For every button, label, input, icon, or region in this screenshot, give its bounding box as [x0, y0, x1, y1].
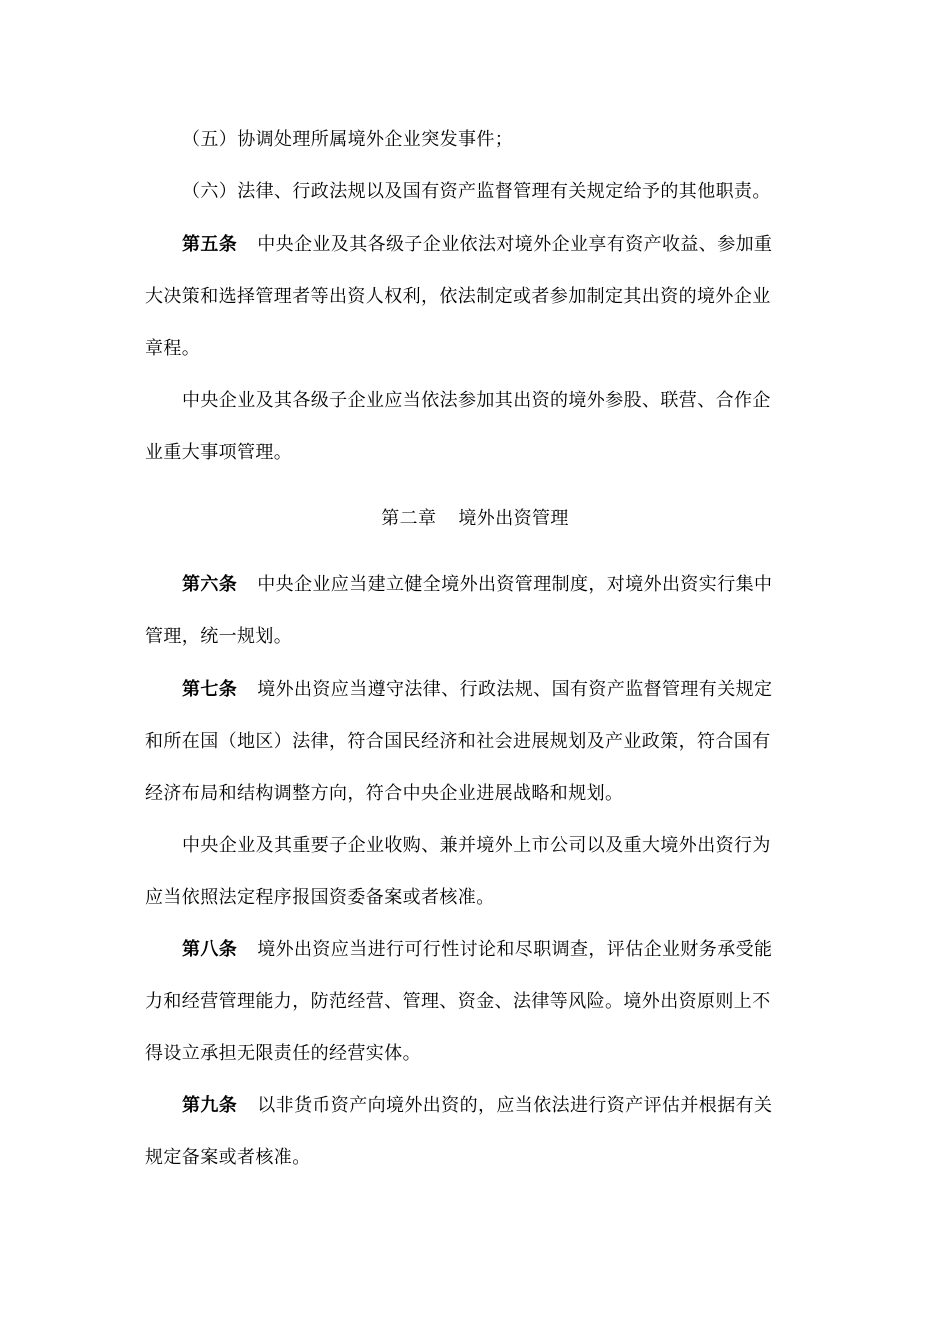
clause-6-text: （六）法律、行政法规以及国有资产监督管理有关规定给予的其他职责。 [182, 181, 771, 202]
article-6-line-2: 管理，统一规划。 [145, 626, 293, 647]
paragraph-3-line-1: 中央企业及其重要子企业收购、兼并境外上市公司以及重大境外出资行为 [182, 835, 771, 856]
article-7-line-1 [182, 677, 772, 703]
article-5-text-1: 中央企业及其各级子企业依法对境外企业享有资产收益、参加重 [257, 234, 773, 255]
paragraph-2-line-1: 中央企业及其各级子企业应当依法参加其出资的境外参股、联营、合作企 [182, 390, 771, 411]
article-8-line-1 [182, 937, 772, 963]
article-8-text-1: 境外出资应当进行可行性讨论和尽职调查，评估企业财务承受能 [257, 939, 773, 960]
article-5-line-3: 章程。 [145, 338, 201, 359]
article-7-title: 第七条 [182, 679, 238, 700]
article-7-line-2: 和所在国（地区）法律，符合国民经济和社会进展规划及产业政策，符合国有 [145, 731, 771, 752]
article-5-line-2: 大决策和选择管理者等出资人权利，依法制定或者参加制定其出资的境外企业 [145, 286, 771, 307]
chapter-heading [0, 506, 950, 532]
article-6-text-1: 中央企业应当建立健全境外出资管理制度，对境外出资实行集中 [257, 574, 773, 595]
article-9-line-1 [182, 1093, 772, 1119]
article-8-line-2: 力和经营管理能力，防范经营、管理、资金、法律等风险。境外出资原则上不 [145, 991, 771, 1012]
article-7-line-3: 经济布局和结构调整方向，符合中央企业进展战略和规划。 [145, 783, 624, 804]
paragraph-3-line-2: 应当依照法定程序报国资委备案或者核准。 [145, 887, 495, 908]
chapter-title: 境外出资管理 [458, 508, 569, 529]
article-5-line-1 [182, 232, 772, 258]
article-7-text-1: 境外出资应当遵守法律、行政法规、国有资产监督管理有关规定 [257, 679, 773, 700]
chapter-number: 第二章 [381, 508, 437, 529]
article-8-line-3: 得设立承担无限责任的经营实体。 [145, 1043, 421, 1064]
article-6-line-1 [182, 572, 772, 598]
article-9-text-1: 以非货币资产向境外出资的，应当依法进行资产评估并根据有关 [257, 1095, 773, 1116]
article-6-title: 第六条 [182, 574, 238, 595]
article-5-title: 第五条 [182, 234, 238, 255]
clause-5-text: （五）协调处理所属境外企业突发事件； [182, 129, 514, 150]
paragraph-2-line-2: 业重大事项管理。 [145, 442, 293, 463]
article-9-line-2: 规定备案或者核准。 [145, 1147, 311, 1168]
article-8-title: 第八条 [182, 939, 238, 960]
article-9-title: 第九条 [182, 1095, 238, 1116]
